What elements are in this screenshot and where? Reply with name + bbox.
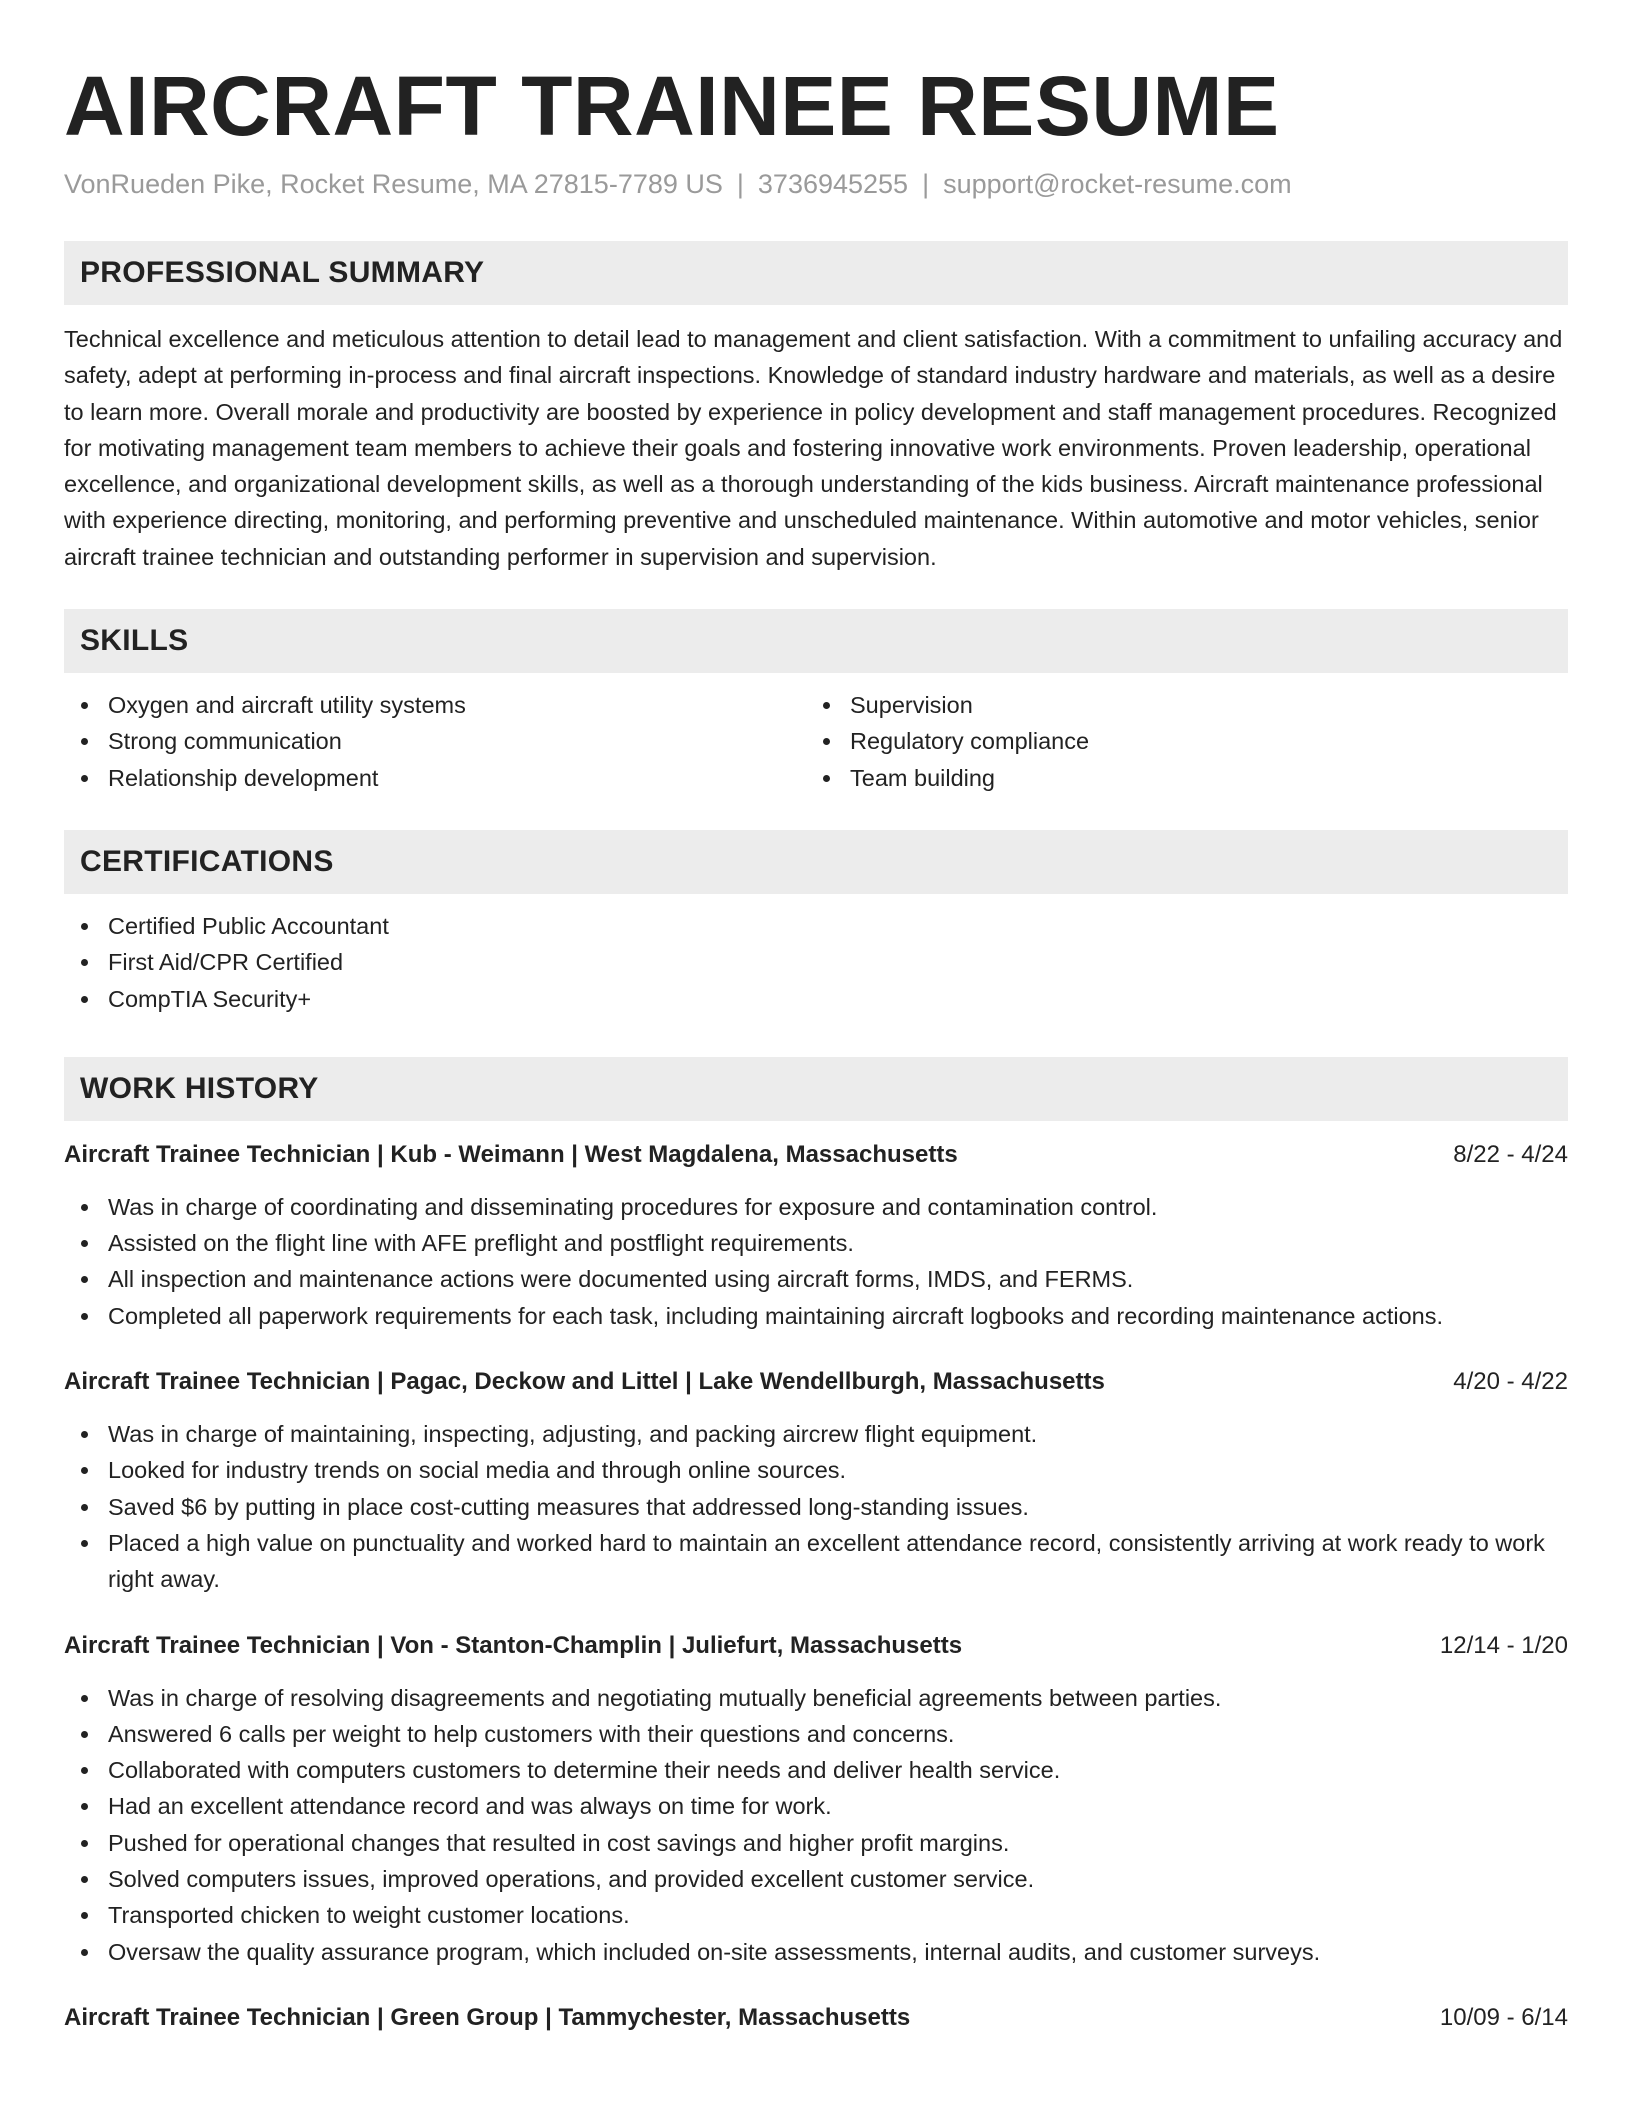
job-header (64, 2000, 1568, 2036)
job-bullet: Was in charge of resolving disagreements and negotiating mutually beneficial agreements between parties. (64, 1680, 1568, 1716)
summary-text: Technical excellence and meticulous attention to detail lead to management and client satisfaction. With a commitment to unfailing accuracy and safety, adept at performing in-process and final aircraft inspections. Knowledge of standard industry hardware and materials, as well as a desire to learn more. Overall morale and productivity are boosted by experience in policy development and staff management procedures. Recognized for motivating management team members to achieve their goals and fostering innovative work environments. Proven leadership, operational excellence, and organizational development skills, as well as a thorough understanding of the kids business. Aircraft maintenance professional with experience directing, monitoring, and performing preventive and unscheduled maintenance. Within automotive and motor vehicles, senior aircraft trainee technician and outstanding performer in supervision and supervision. (64, 326, 1563, 570)
job-dates: 10/09 - 6/14 (1439, 2003, 1568, 2031)
contact-separator: | (736, 169, 744, 199)
certification-item: First Aid/CPR Certified (64, 944, 1568, 980)
contact-address: VonRueden Pike, Rocket Resume, MA 27815-7789 US (64, 169, 723, 199)
contact-line (64, 166, 1568, 202)
job-bullet: All inspection and maintenance actions were documented using aircraft forms, IMDS, and FERMS. (64, 1261, 1568, 1297)
certifications-list (64, 908, 1568, 1017)
job-bullet: Transported chicken to weight customer locations. (64, 1897, 1568, 1933)
job-dates: 4/20 - 4/22 (1453, 1368, 1568, 1396)
certification-item: CompTIA Security+ (64, 981, 1568, 1017)
resume-title: AIRCRAFT TRAINEE RESUME (64, 59, 1280, 153)
skill-item: Team building (806, 760, 1548, 796)
skill-item: Supervision (806, 687, 1548, 723)
contact-phone: 3736945255 (757, 169, 909, 199)
job-title: Aircraft Trainee Technician | Kub - Weimann | West Magdalena, Massachusetts (64, 1140, 958, 1168)
job-title: Aircraft Trainee Technician | Von - Stanton-Champlin | Juliefurt, Massachusetts (64, 1631, 963, 1659)
job-bullet: Completed all paperwork requirements for each task, including maintaining aircraft logbooks and recording maintenance actions. (64, 1298, 1568, 1334)
job-bullet: Looked for industry trends on social media and through online sources. (64, 1452, 1568, 1488)
job-dates: 12/14 - 1/20 (1439, 1631, 1568, 1659)
job-bullet: Assisted on the flight line with AFE preflight and postflight requirements. (64, 1225, 1568, 1261)
job-bullets (64, 1680, 1568, 1970)
job-bullet: Solved computers issues, improved operations, and provided excellent customer service. (64, 1861, 1568, 1897)
skills-list (64, 687, 1568, 796)
job-bullet: Had an excellent attendance record and was always on time for work. (64, 1788, 1568, 1824)
skills-column-right (806, 687, 1548, 796)
certification-item: Certified Public Accountant (64, 908, 1568, 944)
job-bullet: Pushed for operational changes that resulted in cost savings and higher profit margins. (64, 1825, 1568, 1861)
job-bullet: Was in charge of maintaining, inspecting, adjusting, and packing aircrew flight equipment. (64, 1416, 1568, 1452)
job-title: Aircraft Trainee Technician | Green Group | Tammychester, Massachusetts (64, 2003, 911, 2031)
summary-heading: PROFESSIONAL SUMMARY (64, 241, 1568, 305)
certifications-heading: CERTIFICATIONS (64, 830, 1568, 894)
job-bullets (64, 1189, 1568, 1334)
job-dates: 8/22 - 4/24 (1453, 1140, 1568, 1168)
job-bullet: Answered 6 calls per weight to help customers with their questions and concerns. (64, 1716, 1568, 1752)
job-bullet: Oversaw the quality assurance program, which included on-site assessments, internal audits, and customer surveys. (64, 1934, 1568, 1970)
job-bullet: Placed a high value on punctuality and worked hard to maintain an excellent attendance record, consistently arriving at work ready to work right away. (64, 1525, 1568, 1598)
job-entry (64, 1628, 1568, 1970)
job-entry (64, 1364, 1568, 1597)
job-header (64, 1364, 1568, 1400)
skills-column-left (64, 687, 806, 796)
job-header (64, 1137, 1568, 1173)
job-header (64, 1628, 1568, 1664)
resume-page (64, 0, 1568, 2036)
job-bullets (64, 1416, 1568, 1597)
job-title: Aircraft Trainee Technician | Pagac, Deckow and Littel | Lake Wendellburgh, Massachusetts (64, 1368, 1105, 1396)
job-entry (64, 1137, 1568, 1334)
skills-heading: SKILLS (64, 609, 1568, 673)
job-bullet: Saved $6 by putting in place cost-cutting measures that addressed long-standing issues. (64, 1489, 1568, 1525)
work-history-heading: WORK HISTORY (64, 1057, 1568, 1121)
job-bullet: Was in charge of coordinating and disseminating procedures for exposure and contamination control. (64, 1189, 1568, 1225)
skill-item: Regulatory compliance (806, 723, 1548, 759)
job-entry (64, 2000, 1568, 2036)
contact-separator: | (922, 169, 930, 199)
job-bullet: Collaborated with computers customers to determine their needs and deliver health service. (64, 1752, 1568, 1788)
contact-email: support@rocket-resume.com (943, 169, 1292, 199)
skill-item: Strong communication (64, 723, 806, 759)
skill-item: Relationship development (64, 760, 806, 796)
skill-item: Oxygen and aircraft utility systems (64, 687, 806, 723)
